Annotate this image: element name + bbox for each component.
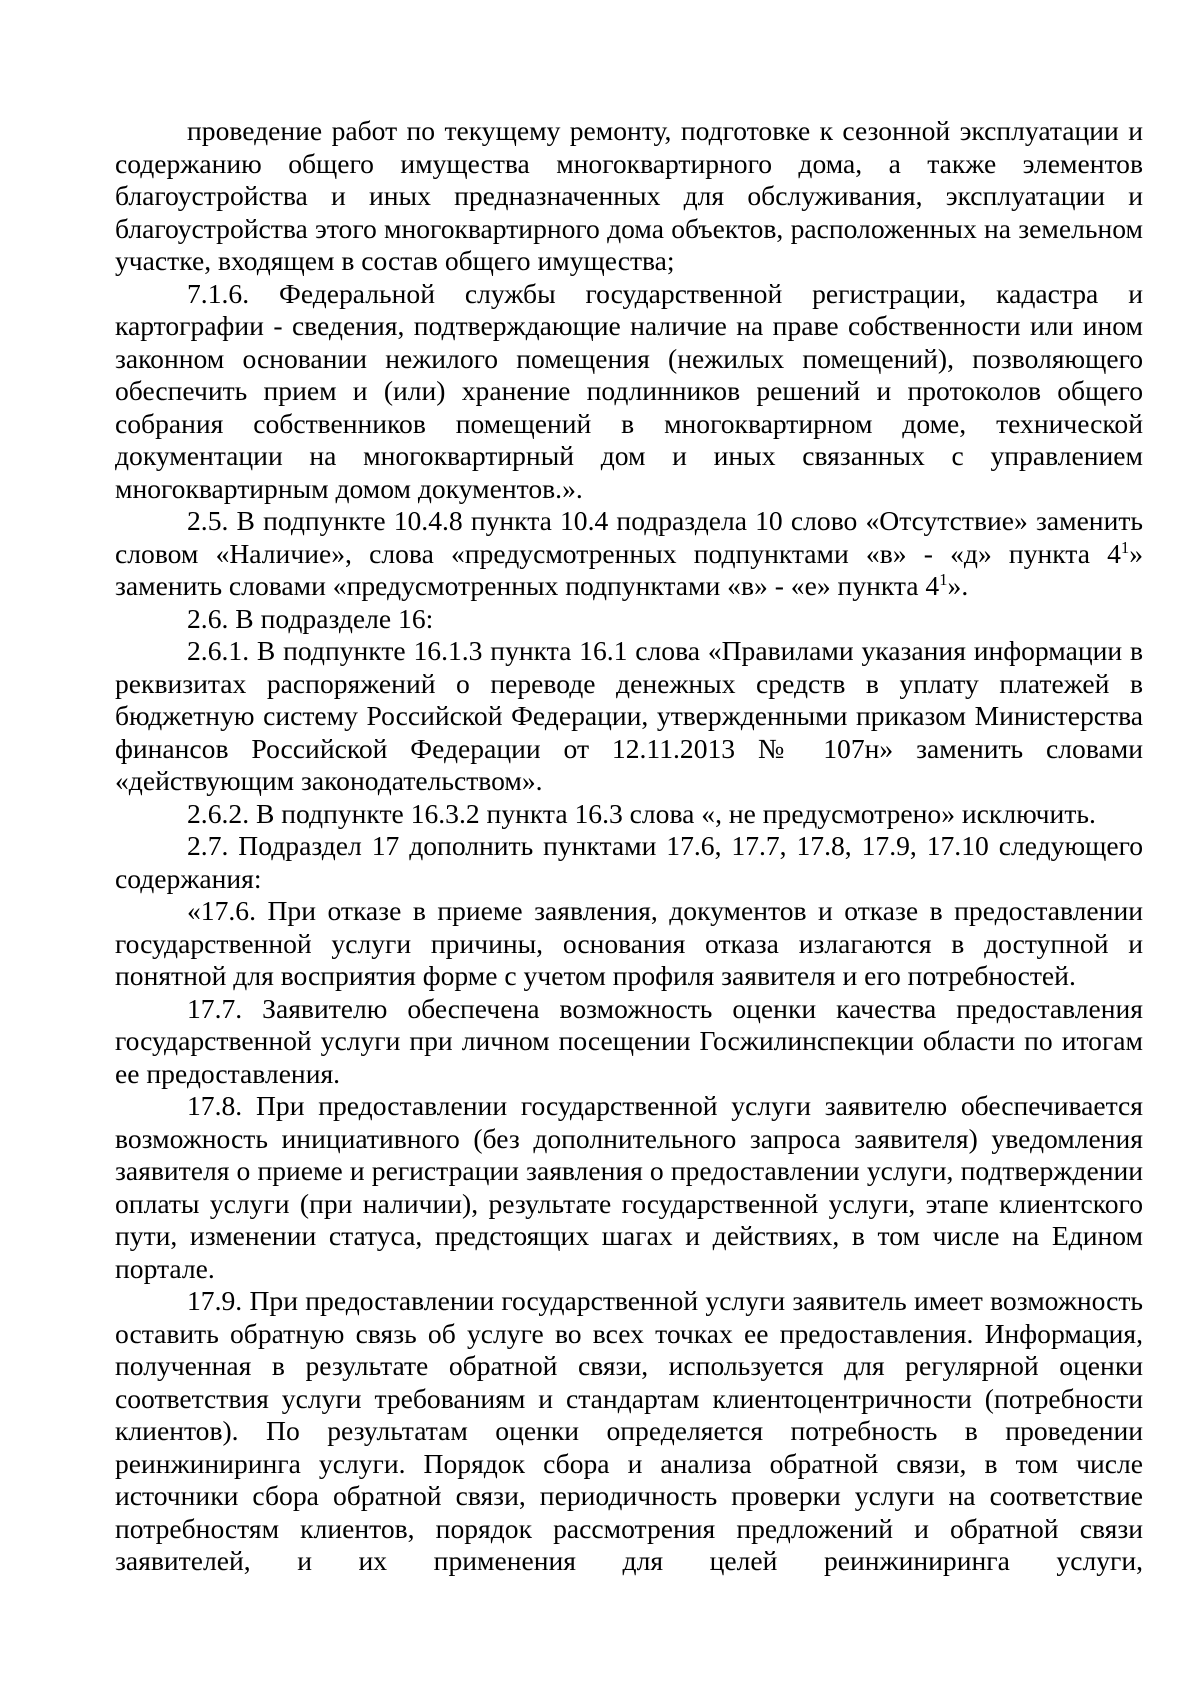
- paragraph-2-5-text-2: » заменить словами «предусмотренных подпунктами «в» - «е» пункта 4: [115, 537, 1143, 601]
- paragraph-2-7: 2.7. Подраздел 17 дополнить пунктами 17.6, 17.7, 17.8, 17.9, 17.10 следующего содержания:: [115, 830, 1143, 894]
- paragraph-2-5-text-3: ».: [947, 570, 969, 601]
- paragraph-17-9: 17.9. При предоставлении государственной услуги заявитель имеет возможность оставить обратную связь об услуге во всех точках ее предоставления. Информация, полученная в результате обратной связи, используется для регулярной оценки соответствия услуги требованиям и стандартам клиентоцентричности (потребности клиентов). По результатам оценки определяется потребность в проведении реинжиниринга услуги. Порядок сбора и анализа обратной связи, в том числе источники сбора обратной связи, периодичность проверки услуги на соответствие потребностям клиентов, порядок рассмотрения предложений и обратной связи заявителей, и их применения для целей реинжиниринга услуги,: [115, 1285, 1143, 1576]
- paragraph-17-7: 17.7. Заявителю обеспечена возможность оценки качества предоставления государственной услуги при личном посещении Госжилинспекции области по итогам ее предоставления.: [115, 992, 1143, 1089]
- document-body: [115, 115, 1143, 1578]
- paragraph-17-6: «17.6. При отказе в приеме заявления, документов и отказе в предоставлении государственной услуги причины, основания отказа излагаются в доступной и понятной для восприятия форме с учетом профиля заявителя и его потребностей.: [115, 895, 1143, 991]
- paragraph-2-6: 2.6. В подразделе 16:: [187, 602, 434, 634]
- paragraph-2-6-2: 2.6.2. В подпункте 16.3.2 пункта 16.3 слова «, не предусмотрено» исключить.: [187, 797, 1096, 829]
- paragraph-7-1-6: 7.1.6. Федеральной службы государственной регистрации, кадастра и картографии - сведения, подтверждающие наличие на праве собственности или ином законном основании нежилого помещения (нежилых помещений), позволяющего обеспечить прием и (или) хранение подлинников решений и протоколов общего собрания собственников помещений в многоквартирном доме, технической документации на многоквартирный дом и иных связанных с управлением многоквартирным домом документов.».: [115, 277, 1143, 504]
- paragraph-17-8: 17.8. При предоставлении государственной услуги заявителю обеспечивается возможность инициативного (без дополнительного запроса заявителя) уведомления заявителя о приеме и регистрации заявления о предоставлении услуги, подтверждении оплаты услуги (при наличии), результате государственной услуги, этапе клиентского пути, изменении статуса, предстоящих шагах и действиях, в том числе на Едином портале.: [115, 1090, 1143, 1284]
- paragraph-2-5: [115, 505, 1143, 603]
- superscript-1: 1: [1120, 537, 1130, 557]
- paragraph-2-5-text-1: 2.5. В подпункте 10.4.8 пункта 10.4 подраздела 10 слово «Отсутствие» заменить словом «Наличие», слова «предусмотренных подпунктами «в» - «д» пункта 4: [115, 505, 1143, 569]
- superscript-1-second: 1: [939, 569, 948, 589]
- paragraph-maintenance-works: проведение работ по текущему ремонту, подготовке к сезонной эксплуатации и содержанию общего имущества многоквартирного дома, а также элементов благоустройства и иных предназначенных для обслуживания, эксплуатации и благоустройства этого многоквартирного дома объектов, расположенных на земельном участке, входящем в состав общего имущества;: [115, 115, 1143, 276]
- paragraph-2-6-1: 2.6.1. В подпункте 16.1.3 пункта 16.1 слова «Правилами указания информации в реквизитах распоряжений о переводе денежных средств в уплату платежей в бюджетную систему Российской Федерации, утвержденными приказом Министерства финансов Российской Федерации от 12.11.2013 № 107н» заменить словами «действующим законодательством».: [115, 635, 1143, 796]
